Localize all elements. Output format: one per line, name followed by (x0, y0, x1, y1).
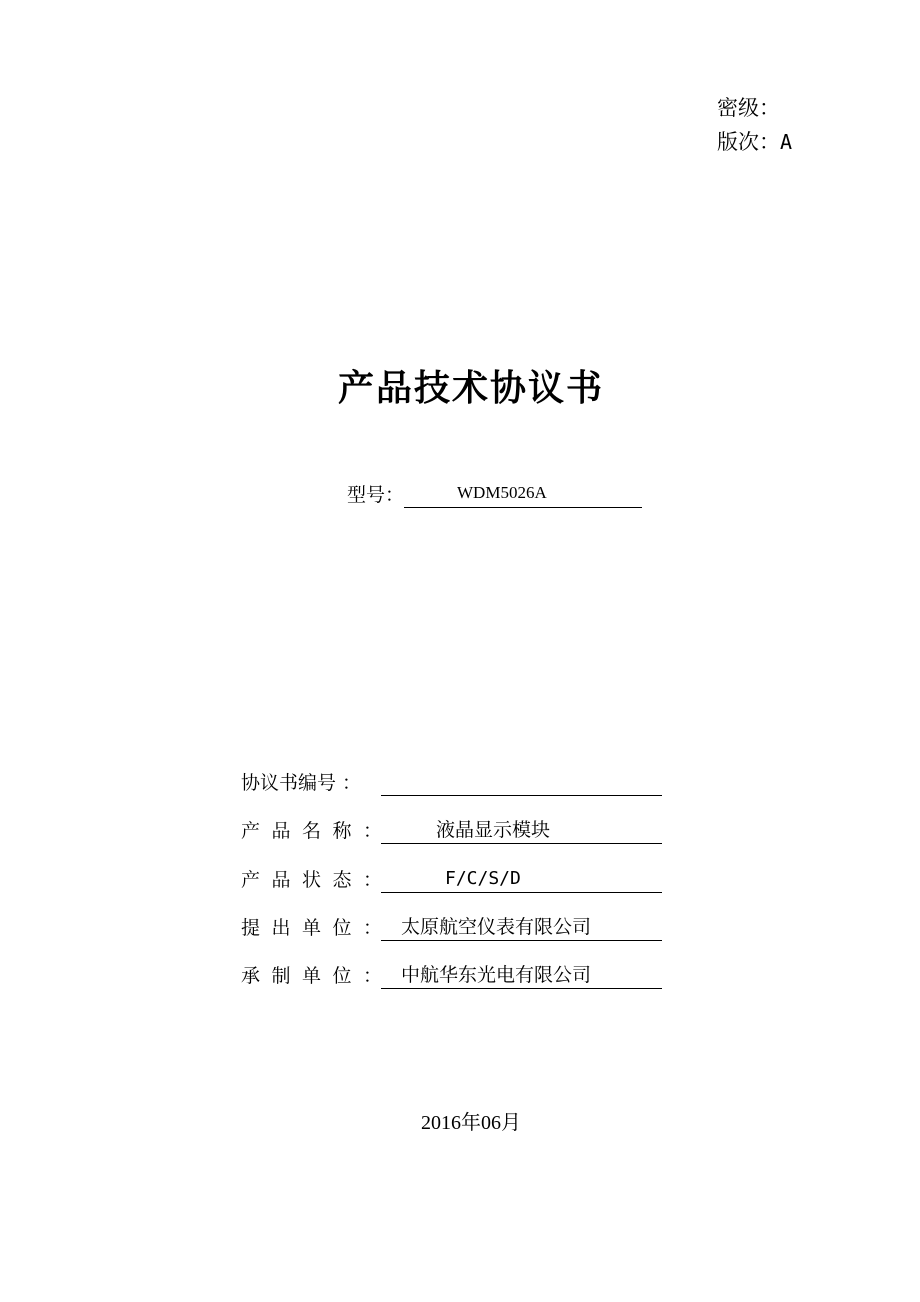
manufacturing-unit-row (241, 962, 662, 990)
product-name-row (241, 817, 662, 845)
product-status-field (381, 866, 662, 893)
model-row (347, 481, 642, 508)
product-name-field (381, 817, 662, 844)
document-date: 2016年06月 (421, 1112, 521, 1134)
product-status-label: 产品状态： (241, 869, 394, 891)
agreement-number-field (381, 769, 662, 796)
manufacturing-unit-value: 中航华东光电有限公司 (401, 964, 592, 986)
model-value: WDM5026A (457, 483, 547, 502)
model-label: 型号： (347, 484, 405, 506)
document-title: 产品技术协议书 (337, 368, 604, 409)
agreement-number-row (241, 769, 662, 797)
manufacturing-unit-label: 承制单位： (241, 965, 394, 987)
agreement-number-label: 协议书编号 ： (241, 772, 362, 794)
product-name-label: 产品名称： (241, 820, 394, 842)
product-name-value: 液晶显示模块 (436, 819, 551, 841)
proposing-unit-label: 提出单位： (241, 917, 394, 939)
revision (717, 128, 792, 156)
security-level-label: 密级： (717, 96, 780, 120)
proposing-unit-value: 太原航空仪表有限公司 (401, 916, 592, 938)
revision-value: A (780, 130, 793, 154)
security-level (717, 94, 780, 122)
product-status-value: F/C/S/D (445, 868, 521, 889)
product-status-row (241, 866, 662, 894)
proposing-unit-field (381, 914, 662, 941)
proposing-unit-row (241, 914, 662, 942)
manufacturing-unit-field (381, 962, 662, 989)
revision-label: 版次： (717, 130, 780, 154)
model-field (404, 481, 642, 508)
